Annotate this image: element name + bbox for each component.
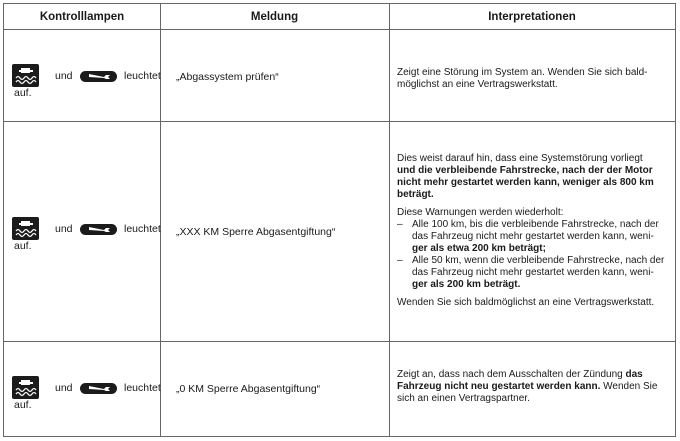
interp-bold-line: Fahrzeug nicht neu gestartet werden kann. xyxy=(397,381,601,392)
header-meldung: Meldung xyxy=(160,4,389,30)
interp-line: Wenden Sie sich baldmöglichst an eine Vertragswerkstatt. xyxy=(397,297,655,308)
header-kontrolllampen: Kontrolllampen xyxy=(4,4,160,30)
interp-bold-line: ger als 200 km beträgt. xyxy=(412,279,521,290)
interp-line: Dies weist darauf hin, dass eine Systemstörung vorliegt xyxy=(397,153,643,164)
interpretation-row-1 xyxy=(397,67,673,91)
interp-line: das Fahrzeug nicht mehr gestartet werden kann, weni- xyxy=(412,267,654,278)
engine-warning-icon xyxy=(12,64,39,87)
lamp-and-label: und xyxy=(55,382,73,394)
bullet-item: – Alle 100 km, bis die verbleibende Fahrstrecke, nach der das Fahrzeug nicht mehr gestartet werden kann, weni- ger als etwa 200 km beträgt; xyxy=(397,219,673,255)
lamp-on-label: auf. xyxy=(14,87,32,99)
interp-bold-line: nicht mehr gestartet werden kann, weniger als 800 km xyxy=(397,177,654,188)
header-interpretationen: Interpretationen xyxy=(389,4,675,30)
warning-lamp-table xyxy=(3,3,676,437)
interp-line: sich an einen Vertragspartner. xyxy=(397,393,530,404)
bullet-item: – Alle 50 km, wenn die verbleibende Fahrstrecke, nach der das Fahrzeug nicht mehr gestartet werden kann, weni- ger als 200 km beträgt. xyxy=(397,255,673,291)
interp-line: Zeigt an, dass nach dem Ausschalten der Zündung xyxy=(397,369,623,380)
interp-line: Alle 100 km, bis die verbleibende Fahrstrecke, nach der xyxy=(412,219,659,230)
column-divider xyxy=(389,4,390,436)
interp-line: Diese Warnungen werden wiederholt: xyxy=(397,207,564,218)
lamps-row-3 xyxy=(12,376,164,416)
wrench-service-icon xyxy=(80,383,117,394)
interpretation-row-3 xyxy=(397,369,673,405)
message-row-2: „XXX KM Sperre Abgasentgiftung“ xyxy=(176,226,336,238)
message-row-3: „0 KM Sperre Abgasentgiftung“ xyxy=(176,383,321,395)
interp-bold-line: ger als etwa 200 km beträgt; xyxy=(412,243,546,254)
row-divider xyxy=(4,121,675,122)
lamp-lit-label: leuchtet xyxy=(124,223,161,235)
engine-warning-icon xyxy=(12,376,39,399)
interp-line: das Fahrzeug nicht mehr gestartet werden kann, weni- xyxy=(412,231,654,242)
wrench-service-icon xyxy=(80,224,117,235)
interpretation-row-2 xyxy=(397,153,673,309)
interp-line: möglichst an eine Vertragswerkstatt. xyxy=(397,79,558,90)
lamps-row-2 xyxy=(12,217,164,257)
interp-line: Alle 50 km, wenn die verbleibende Fahrstrecke, nach der xyxy=(412,255,665,266)
lamps-row-1 xyxy=(12,64,164,104)
interp-line: Wenden Sie xyxy=(603,381,658,392)
lamp-on-label: auf. xyxy=(14,399,32,411)
engine-warning-icon xyxy=(12,217,39,240)
wrench-service-icon xyxy=(80,71,117,82)
interp-bold-line: und die verbleibende Fahrstrecke, nach der der Motor xyxy=(397,165,653,176)
interp-line: Zeigt eine Störung im System an. Wenden Sie sich bald- xyxy=(397,67,648,78)
lamp-and-label: und xyxy=(55,70,73,82)
row-divider xyxy=(4,341,675,342)
lamp-on-label: auf. xyxy=(14,240,32,252)
lamp-lit-label: leuchtet xyxy=(124,70,161,82)
interp-bold-line: beträgt. xyxy=(397,189,434,200)
interp-bold-word: das xyxy=(625,369,643,380)
lamp-and-label: und xyxy=(55,223,73,235)
lamp-lit-label: leuchtet xyxy=(124,382,161,394)
message-row-1: „Abgassystem prüfen“ xyxy=(176,71,279,83)
